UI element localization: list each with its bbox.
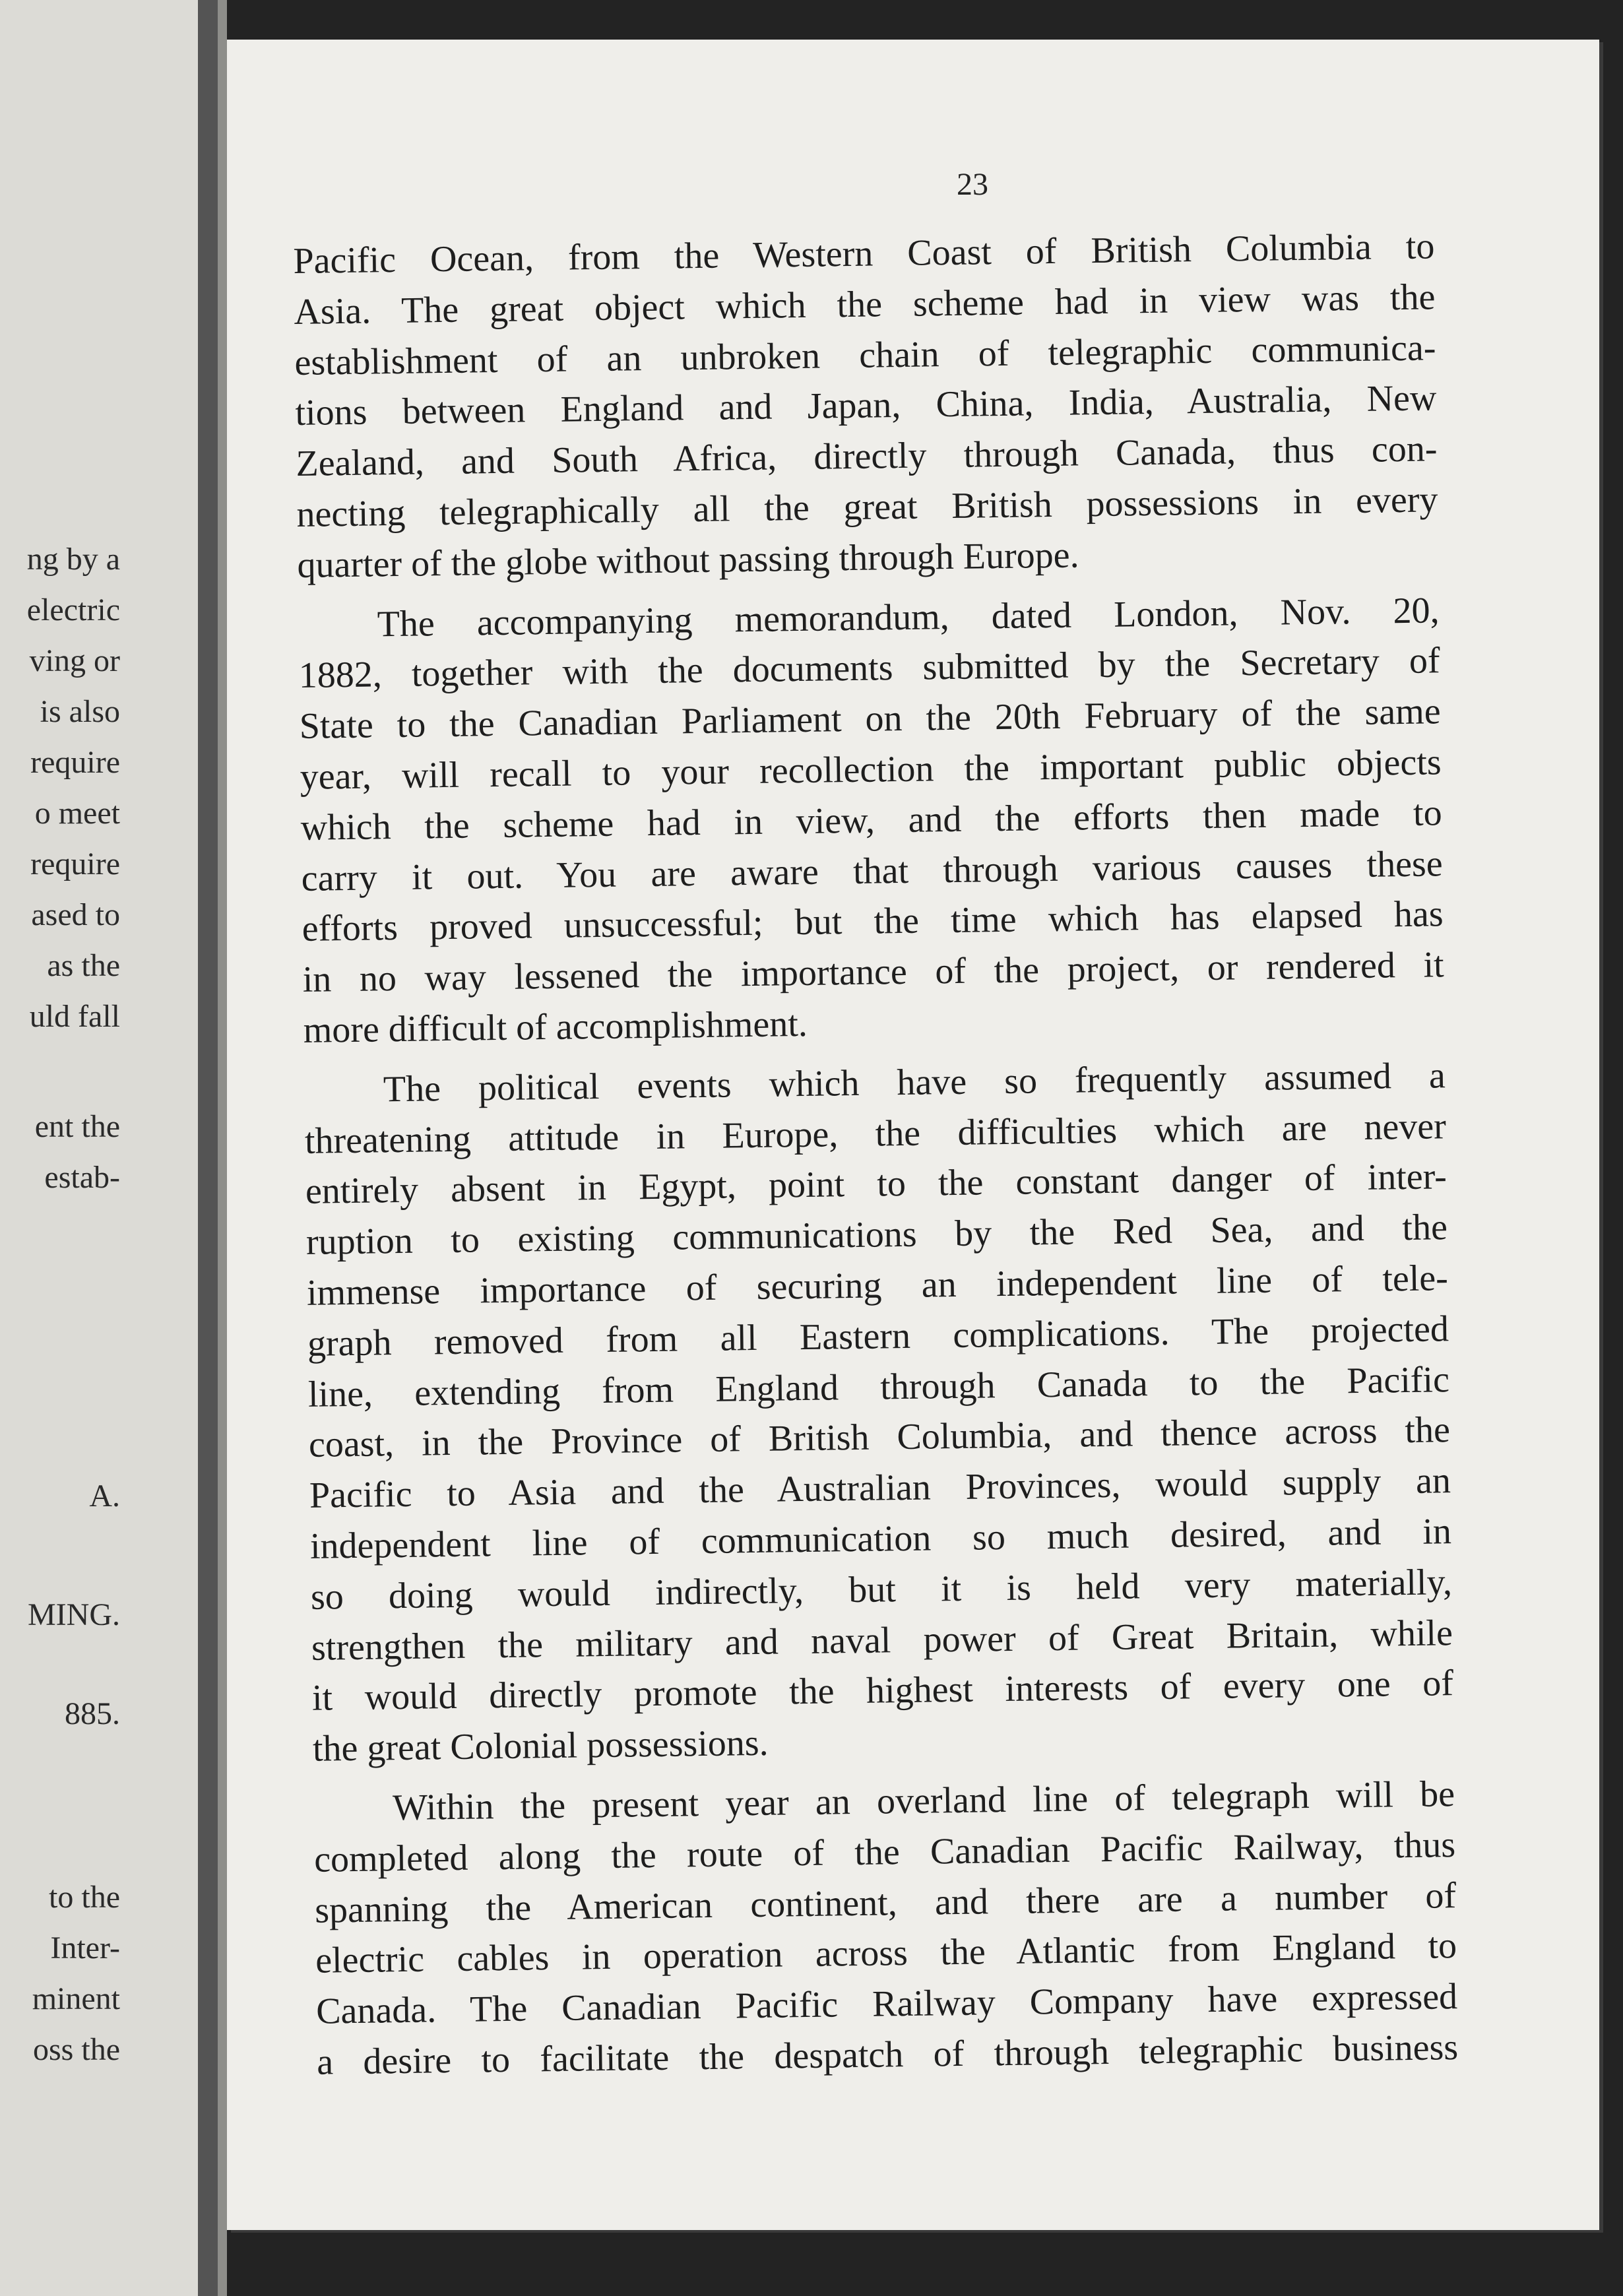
left-page-line: ving or: [29, 643, 120, 678]
text-line: threatening attitude in Europe, the difficulties which are never: [304, 1105, 1447, 1162]
left-page-line: MING.: [28, 1597, 120, 1632]
left-page-line: ased to: [31, 897, 120, 932]
left-page-line: uld fall: [29, 999, 120, 1034]
left-page-line: to the: [49, 1880, 120, 1915]
text-line: which the scheme had in view, and the efforts then made to: [300, 792, 1442, 848]
page-edge: [218, 0, 227, 2296]
text-line: necting telegraphically all the great British possessions in every: [296, 479, 1438, 535]
text-line: in no way lessened the importance of the project, or rendered it: [302, 944, 1445, 1001]
left-page-line: electric: [26, 592, 120, 627]
left-page-line: ent the: [34, 1109, 120, 1144]
text-line: the great Colonial possessions.: [312, 1722, 769, 1770]
text-line: year, will recall to your recollection the important public objects: [300, 742, 1442, 798]
text-line: tions between England and Japan, China, India, Australia, New: [295, 377, 1437, 434]
text-line: The political events which have so frequently assumed a: [383, 1054, 1446, 1110]
left-page-line: ng by a: [26, 542, 120, 577]
text-line: completed along the route of the Canadian Pacific Railway, thus: [313, 1824, 1456, 1880]
text-line: Asia. The great object which the scheme had in view was the: [294, 276, 1436, 333]
text-line: entirely absent in Egypt, point to the constant danger of inter-: [305, 1156, 1448, 1213]
text-line: Pacific Ocean, from the Western Coast of British Columbia to: [293, 226, 1435, 282]
text-line: spanning the American continent, and there are a number of: [314, 1874, 1457, 1931]
left-page-line: 885.: [65, 1696, 120, 1731]
left-page-line: as the: [47, 948, 120, 983]
text-line: coast, in the Province of British Columbia, and thence across the: [308, 1409, 1451, 1466]
paragraph: [293, 221, 1439, 590]
text-line: Pacific to Asia and the Australian Provinces, would supply an: [309, 1460, 1451, 1516]
paragraph: [313, 1769, 1459, 2088]
text-line: Within the present year an overland line of telegraph will be: [392, 1773, 1455, 1829]
text-line: immense importance of securing an independent line of tele-: [306, 1258, 1449, 1314]
text-line: State to the Canadian Parliament on the 20th February of the same: [299, 691, 1441, 748]
text-line: Canada. The Canadian Pacific Railway Company have expressed: [315, 1976, 1458, 2032]
text-line: The accompanying memorandum, dated London, Nov. 20,: [377, 589, 1440, 645]
left-page-line: estab-: [44, 1160, 120, 1195]
left-page-line: is also: [40, 694, 120, 729]
text-line: Zealand, and South Africa, directly through Canada, thus con-: [296, 428, 1438, 485]
text-line: electric cables in operation across the Atlantic from England to: [315, 1925, 1457, 1982]
left-page-line: require: [30, 846, 120, 881]
left-page-line: oss the: [33, 2032, 120, 2067]
text-line: more difficult of accomplishment.: [303, 1003, 808, 1051]
text-line: 1882, together with the documents submitted by the Secretary of: [298, 640, 1440, 697]
paragraph: [303, 1050, 1454, 1775]
paragraph: [298, 585, 1445, 1056]
text-line: line, extending from England through Canada to the Pacific: [307, 1358, 1450, 1415]
text-line: strengthen the military and naval power of Great Britain, while: [311, 1612, 1453, 1669]
text-line: independent line of communication so much desired, and in: [309, 1511, 1452, 1567]
page-number: 23: [957, 167, 988, 202]
text-line: it would directly promote the highest interests of every one of: [311, 1663, 1454, 1719]
text-line: graph removed from all Eastern complications. The projected: [307, 1308, 1449, 1364]
left-page-line: require: [30, 745, 120, 780]
text-line: quarter of the globe without passing through Europe.: [297, 534, 1079, 586]
text-line: carry it out. You are aware that through various causes these: [301, 843, 1444, 899]
text-line: ruption to existing communications by the Red Sea, and the: [305, 1207, 1448, 1263]
main-page: [227, 40, 1599, 2230]
book-spine: [198, 0, 218, 2296]
left-page-fragment: [0, 0, 198, 2296]
text-line: a desire to facilitate the despatch of through telegraphic business: [316, 2027, 1459, 2083]
left-page-line: o meet: [34, 796, 120, 831]
left-page-line: minent: [32, 1981, 120, 2016]
text-line: establishment of an unbroken chain of telegraphic communica-: [294, 327, 1436, 383]
text-line: so doing would indirectly, but it is held very materially,: [310, 1561, 1453, 1618]
body-text: [293, 221, 1459, 2088]
text-line: efforts proved unsuccessful; but the time which has elapsed has: [302, 893, 1444, 950]
left-page-line: A.: [89, 1479, 120, 1514]
left-page-line: Inter-: [50, 1930, 120, 1965]
